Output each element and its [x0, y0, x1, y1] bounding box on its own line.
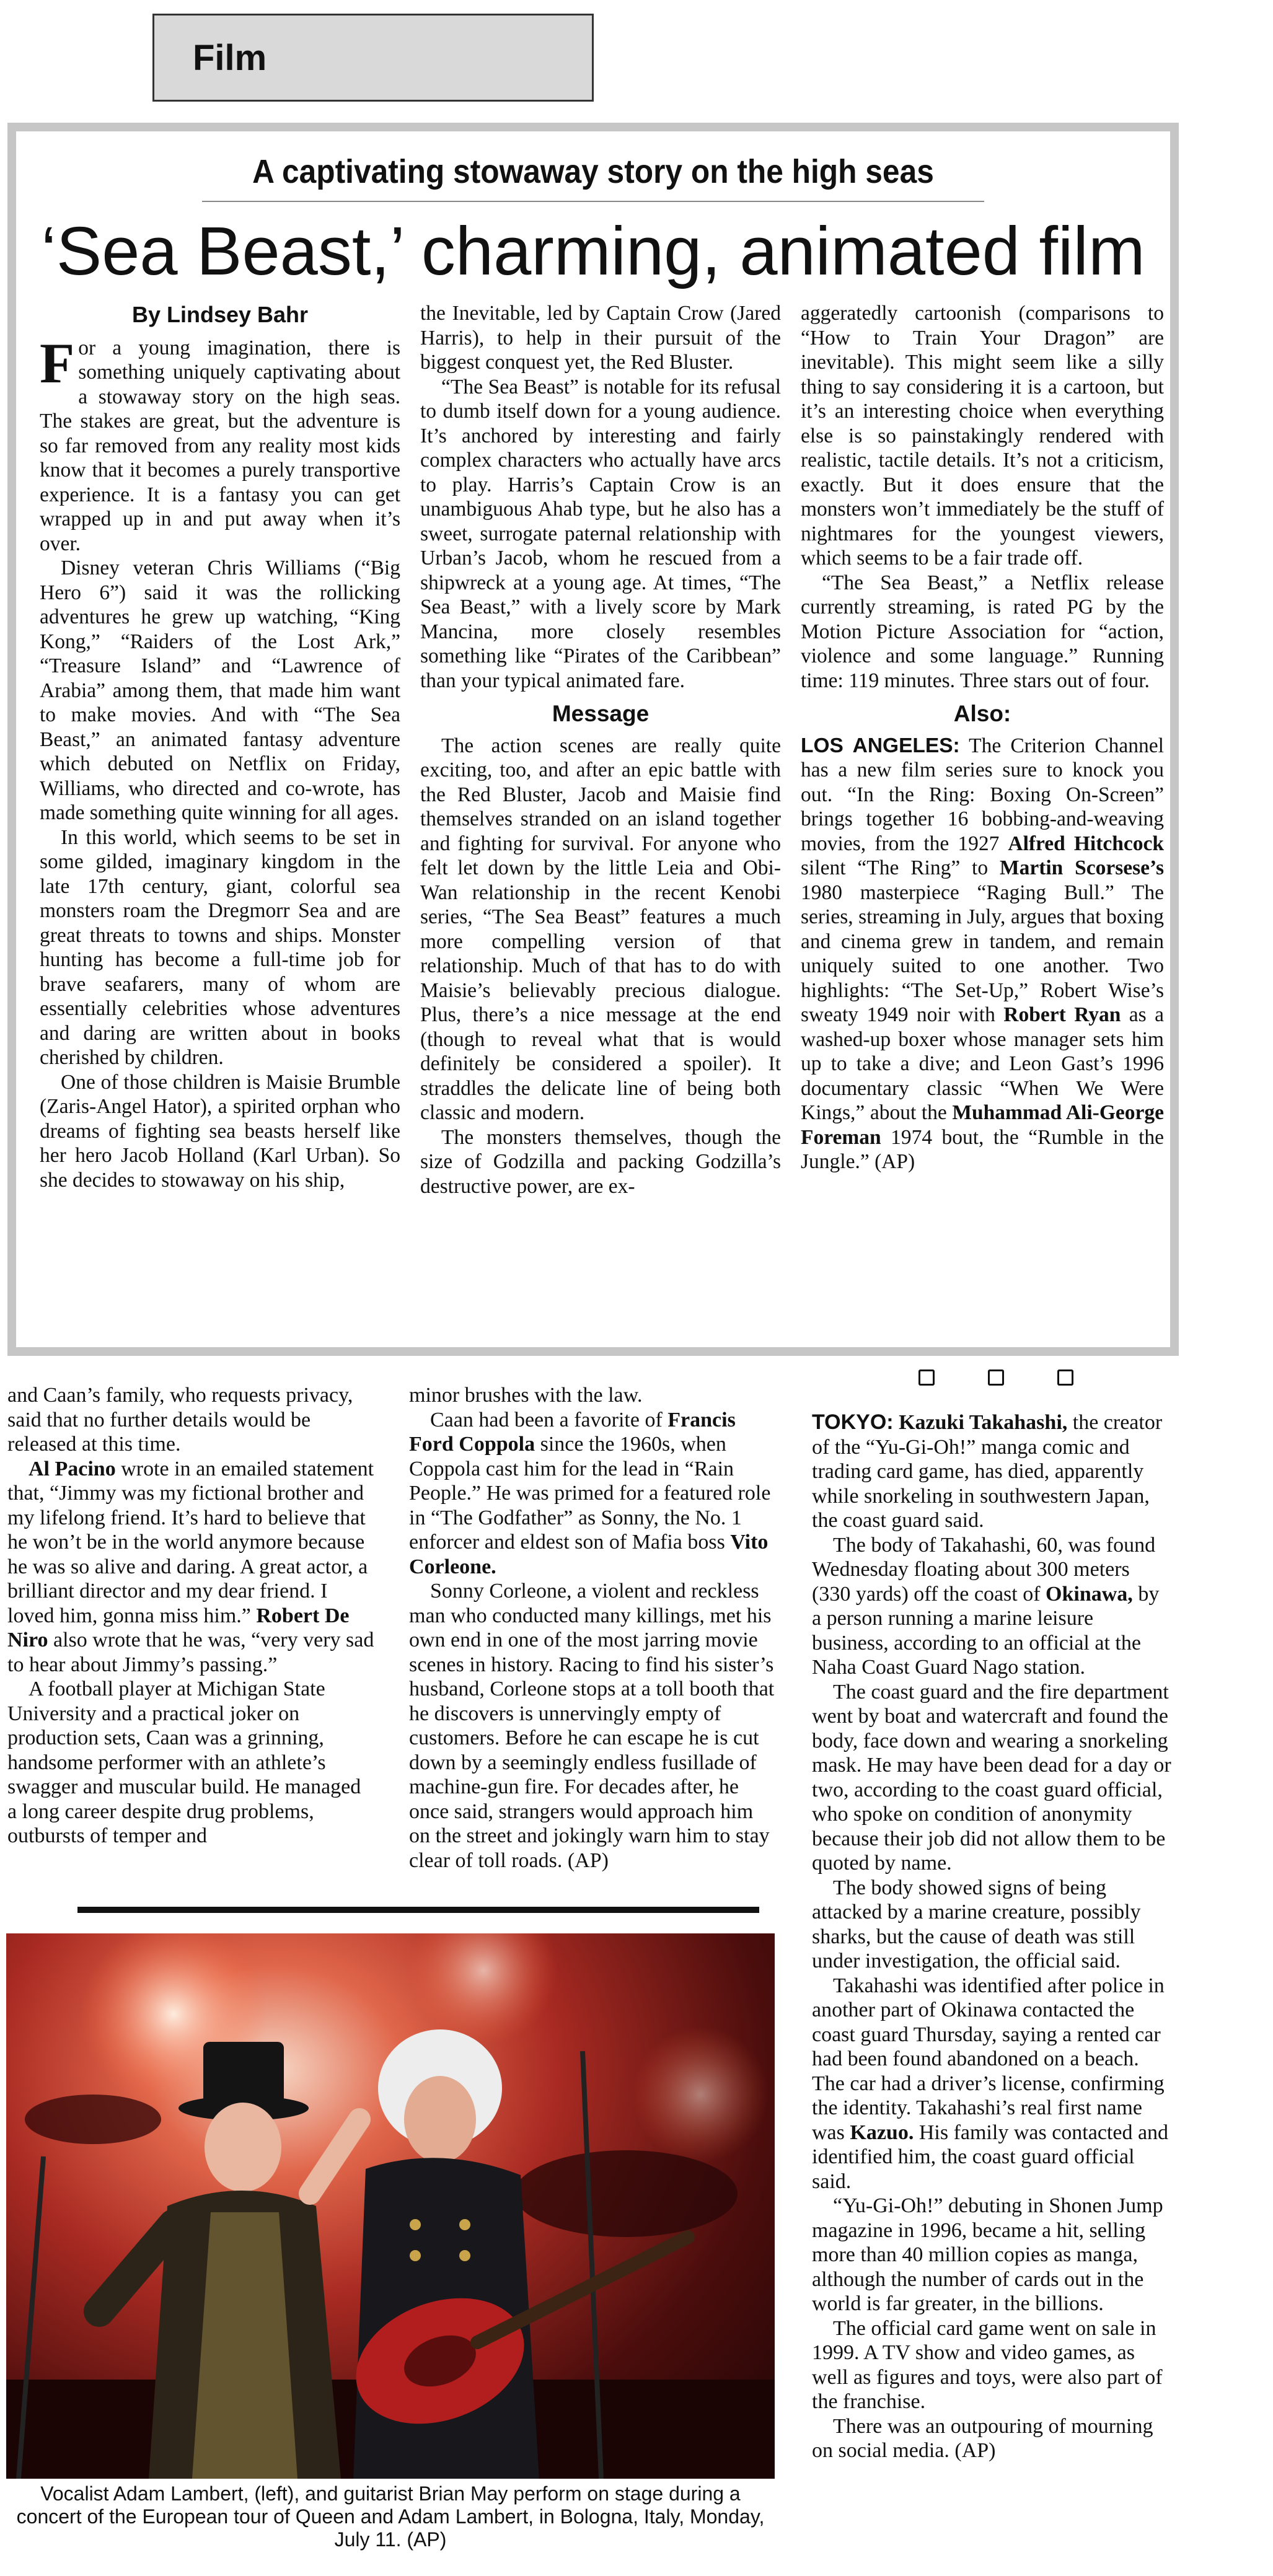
- paragraph: TOKYO: Kazuki Takahashi, the creator of the “Yu-Gi-Oh!” manga comic and trading card game, has died, apparently while snorkeling in southwestern Japan, the coast guard said.: [812, 1410, 1163, 1532]
- paragraph: “The Sea Beast” is notable for its refusal to dumb itself down for a young audience. It’s anchored by interesting and fairly complex characters who actually have arcs to play. Harris’s Captain Crow is an unambiguous Ahab type, but he also has a sweet, surrogate paternal relationship with Urban’s Jacob, whom he rescued from a shipwreck at a young age. At times, “The Sea Beast,” with a lively score by Mark Mancina, more closely resembles something like “Pirates of the Caribbean” than your typical animated fare.: [420, 375, 781, 692]
- box-icon: [918, 1369, 935, 1386]
- box-icon: [1057, 1369, 1073, 1386]
- feature-column-1: [40, 300, 400, 1192]
- paragraph: the Inevitable, led by Captain Crow (Jared Harris), to help in their pursuit of the biggest conquest yet, the Red Bluster.: [420, 302, 781, 374]
- paragraph: “The Sea Beast,” a Netflix release currently streaming, is rated PG by the Motion Picture Association for “action, violence and some language.” Running time: 119 minutes. Three stars out of four.: [801, 571, 1164, 692]
- paragraph: The action scenes are really quite exciting, too, and after an epic battle with the Red Bluster, Jacob and Maisie find themselves stranded on an island together and fighting for survival. For anyone who felt let down by the little Leia and Obi-Wan relationship in the recent Kenobi series, “The Sea Beast” features a much more compelling version of that relationship. Much of that has to do with Maisie’s believably precious dialogue. Plus, there’s a nice message at the end (though to reveal what that is would definitely be considered a spoiler). It straddles the delicate line of being both classic and modern.: [420, 734, 781, 1124]
- paragraph: The official card game went on sale in 1999. A TV show and video games, as well as figures and toys, were also part of the franchise.: [812, 2316, 1163, 2413]
- section-title: Film: [193, 37, 267, 78]
- paragraph: Disney veteran Chris Williams (“Big Hero 6”) said it was the rollicking adventures he grew up watching, “King Kong,” “Raiders of the Lost Ark,” “Treasure Island” and “Lawrence of Arabia” among them, that made him want to make movies. And with “The Sea Beast,” an animated fantasy adventure which debuted on Netflix on Friday, Williams, who directed and co-wrote, has made something quite winning for all ages.: [40, 556, 400, 824]
- feature-column-3: [801, 301, 1164, 1174]
- subhead-also: Also:: [953, 701, 1011, 726]
- drop-cap: F: [40, 331, 75, 395]
- paragraph: The coast guard and the fire department went by boat and watercraft and found the body, face down and wearing a snorkeling mask. He may have been dead for a day or two, according to the coast guard official, who spoke on condition of anonymity because their job did not allow them to be quoted by name.: [812, 1680, 1171, 1875]
- paragraph: aggeratedly cartoonish (comparisons to “How to Train Your Dragon” are inevitable). This might seem like a silly thing to say considering it is a cartoon, but it’s an interesting choice when everything else is so painstakingly rendered with realistic, tactile details. It’s not a criticism, exactly. But it does ensure that the monsters won’t immediately be the stuff of nightmares for the youngest viewers, which seems to be a fair trade off.: [801, 302, 1164, 569]
- paragraph: The monsters themselves, though the size of Godzilla and packing Godzilla’s destructive power, are ex-: [420, 1125, 781, 1198]
- feature-column-2: [420, 301, 781, 1198]
- main-headline: ‘Sea Beast,’ charming, animated film: [41, 213, 1145, 289]
- paragraph: The body of Takahashi, 60, was found Wednesday floating about 300 meters (330 yards) off the coast of Okinawa, by a person running a marine leisure business, according to an official at the Naha Coast Guard Nago station.: [812, 1533, 1160, 1679]
- paragraph: “Yu-Gi-Oh!” debuting in Shonen Jump magazine in 1996, became a hit, selling more than 40 million copies as manga, although the number of cards out in the world is far greater, in the billions.: [812, 2194, 1163, 2315]
- photo-caption: Vocalist Adam Lambert, (left), and guitarist Brian May perform on stage during a concert of the European tour of Queen and Adam Lambert, in Bologna, Italy, Monday, July 11. (AP): [16, 2482, 765, 2551]
- byline: By Lindsey Bahr: [131, 302, 309, 327]
- paragraph: Al Pacino wrote in an emailed statement that, “Jimmy was my fictional brother and my lifelong friend. It’s hard to believe that he won’t be in the world anymore because he was so alive and daring. A great actor, a brilliant director and my dear friend. I loved him, gonna miss him.” Robert De Niro also wrote that he was, “very very sad to hear about Jimmy’s passing.”: [7, 1457, 374, 1676]
- paragraph: Caan had been a favorite of Francis Ford Coppola since the 1960s, when Coppola cast him for the lead in “Rain People.” He was primed for a featured role in “The Godfather” as Sonny, the No. 1 enforcer and eldest son of Mafia boss Vito Corleone.: [409, 1408, 771, 1578]
- dateline-tokyo: TOKYO:: [812, 1410, 894, 1434]
- kicker-rule: [202, 201, 984, 202]
- divider-rule: [77, 1907, 759, 1913]
- dateline-los-angeles: LOS ANGELES:: [801, 734, 960, 757]
- paragraph: There was an outpouring of mourning on social media. (AP): [812, 2414, 1153, 2462]
- paragraph-also: LOS ANGELES: The Criterion Channel has a new film series sure to knock you out. “In the Ring: Boxing On-Screen” brings together 16 bobbing-and-weaving movies, from the 1927 Alfred Hitchcock silent “The Ring” to Martin Scorsese’s 1980 masterpiece “Raging Bull.” The series, streaming in July, argues that boxing and cinema grew in tandem, and remain uniquely suited to one another. Two highlights: “The Set-Up,” Robert Wise’s sweaty 1949 noir with Robert Ryan as a washed-up boxer whose manager sets him up to take a dive; and Leon Gast’s 1996 documentary classic “When We Were Kings,” about the Muhammad Ali-George Foreman 1974 bout, the “Rumble in the Jungle.” (AP): [801, 734, 1165, 1173]
- paragraph: minor brushes with the law.: [409, 1384, 643, 1407]
- section-label: [152, 14, 594, 102]
- caan-column-2: [409, 1383, 775, 1873]
- paragraph: Takahashi was identified after police in another part of Okinawa contacted the coast guard Thursday, saying a rented car had been found abandoned on a beach. The car had a driver’s license, confirming the identity. Takahashi’s real first name was Kazuo. His family was contacted and identified him, the coast guard official said.: [812, 1974, 1169, 2193]
- box-icon: [988, 1369, 1004, 1386]
- paragraph: For a young imagination, there is something uniquely captivating about a stowaway story on the high seas. The stakes are great, but the adventure is so far removed from any reality most kids know that it becomes a purely transportive experience. It is a fantasy you can get wrapped up in and put away when it’s over.: [40, 331, 400, 555]
- subhead-message: Message: [552, 701, 650, 726]
- separator-boxes: [918, 1369, 1073, 1386]
- paragraph: and Caan’s family, who requests privacy, said that no further details would be released at this time.: [7, 1384, 353, 1456]
- paragraph: A football player at Michigan State University and a practical joker on production sets, Caan was a grinning, handsome performer with an athlete’s swagger and muscular build. He managed a long career despite drug problems, outbursts of temper and: [7, 1677, 361, 1847]
- paragraph: The body showed signs of being attacked by a marine creature, possibly sharks, but the cause of death was still under investigation, the official said.: [812, 1876, 1141, 1972]
- paragraph: Sonny Corleone, a violent and reckless man who conducted many killings, met his own end in one of the most jarring movie scenes in history. Racing to find his sister’s husband, Corleone stops at a toll booth that he discovers is unnervingly empty of customers. Before he can escape he is cut down by a seemingly endless fusillade of machine-gun fire. For decades after, he once said, strangers would approach him on the street and jokingly warn him to stay clear of toll roads. (AP): [409, 1580, 775, 1872]
- caan-column-1: [7, 1383, 374, 1848]
- kicker-headline: A captivating stowaway story on the high seas: [252, 153, 934, 190]
- paragraph: In this world, which seems to be set in some gilded, imaginary kingdom in the late 17th century, giant, colorful sea monsters roam the Dregmorr Sea and are great threats to towns and ships. Monster hunting has become a full-time job for brave seafarers, many of whom are essentially celebrities whose adventures and daring are written about in books cherished by children.: [40, 825, 400, 1069]
- concert-photo: [6, 1933, 775, 2479]
- paragraph: One of those children is Maisie Brumble (Zaris-Angel Hator), a spirited orphan who dreams of fighting sea beasts herself like her hero Jacob Holland (Karl Urban). So she decides to stowaway on his ship,: [40, 1070, 400, 1192]
- feature-story-box: [7, 123, 1179, 1356]
- tokyo-column: [812, 1410, 1171, 2463]
- concert-photo-illustration: [6, 1933, 775, 2479]
